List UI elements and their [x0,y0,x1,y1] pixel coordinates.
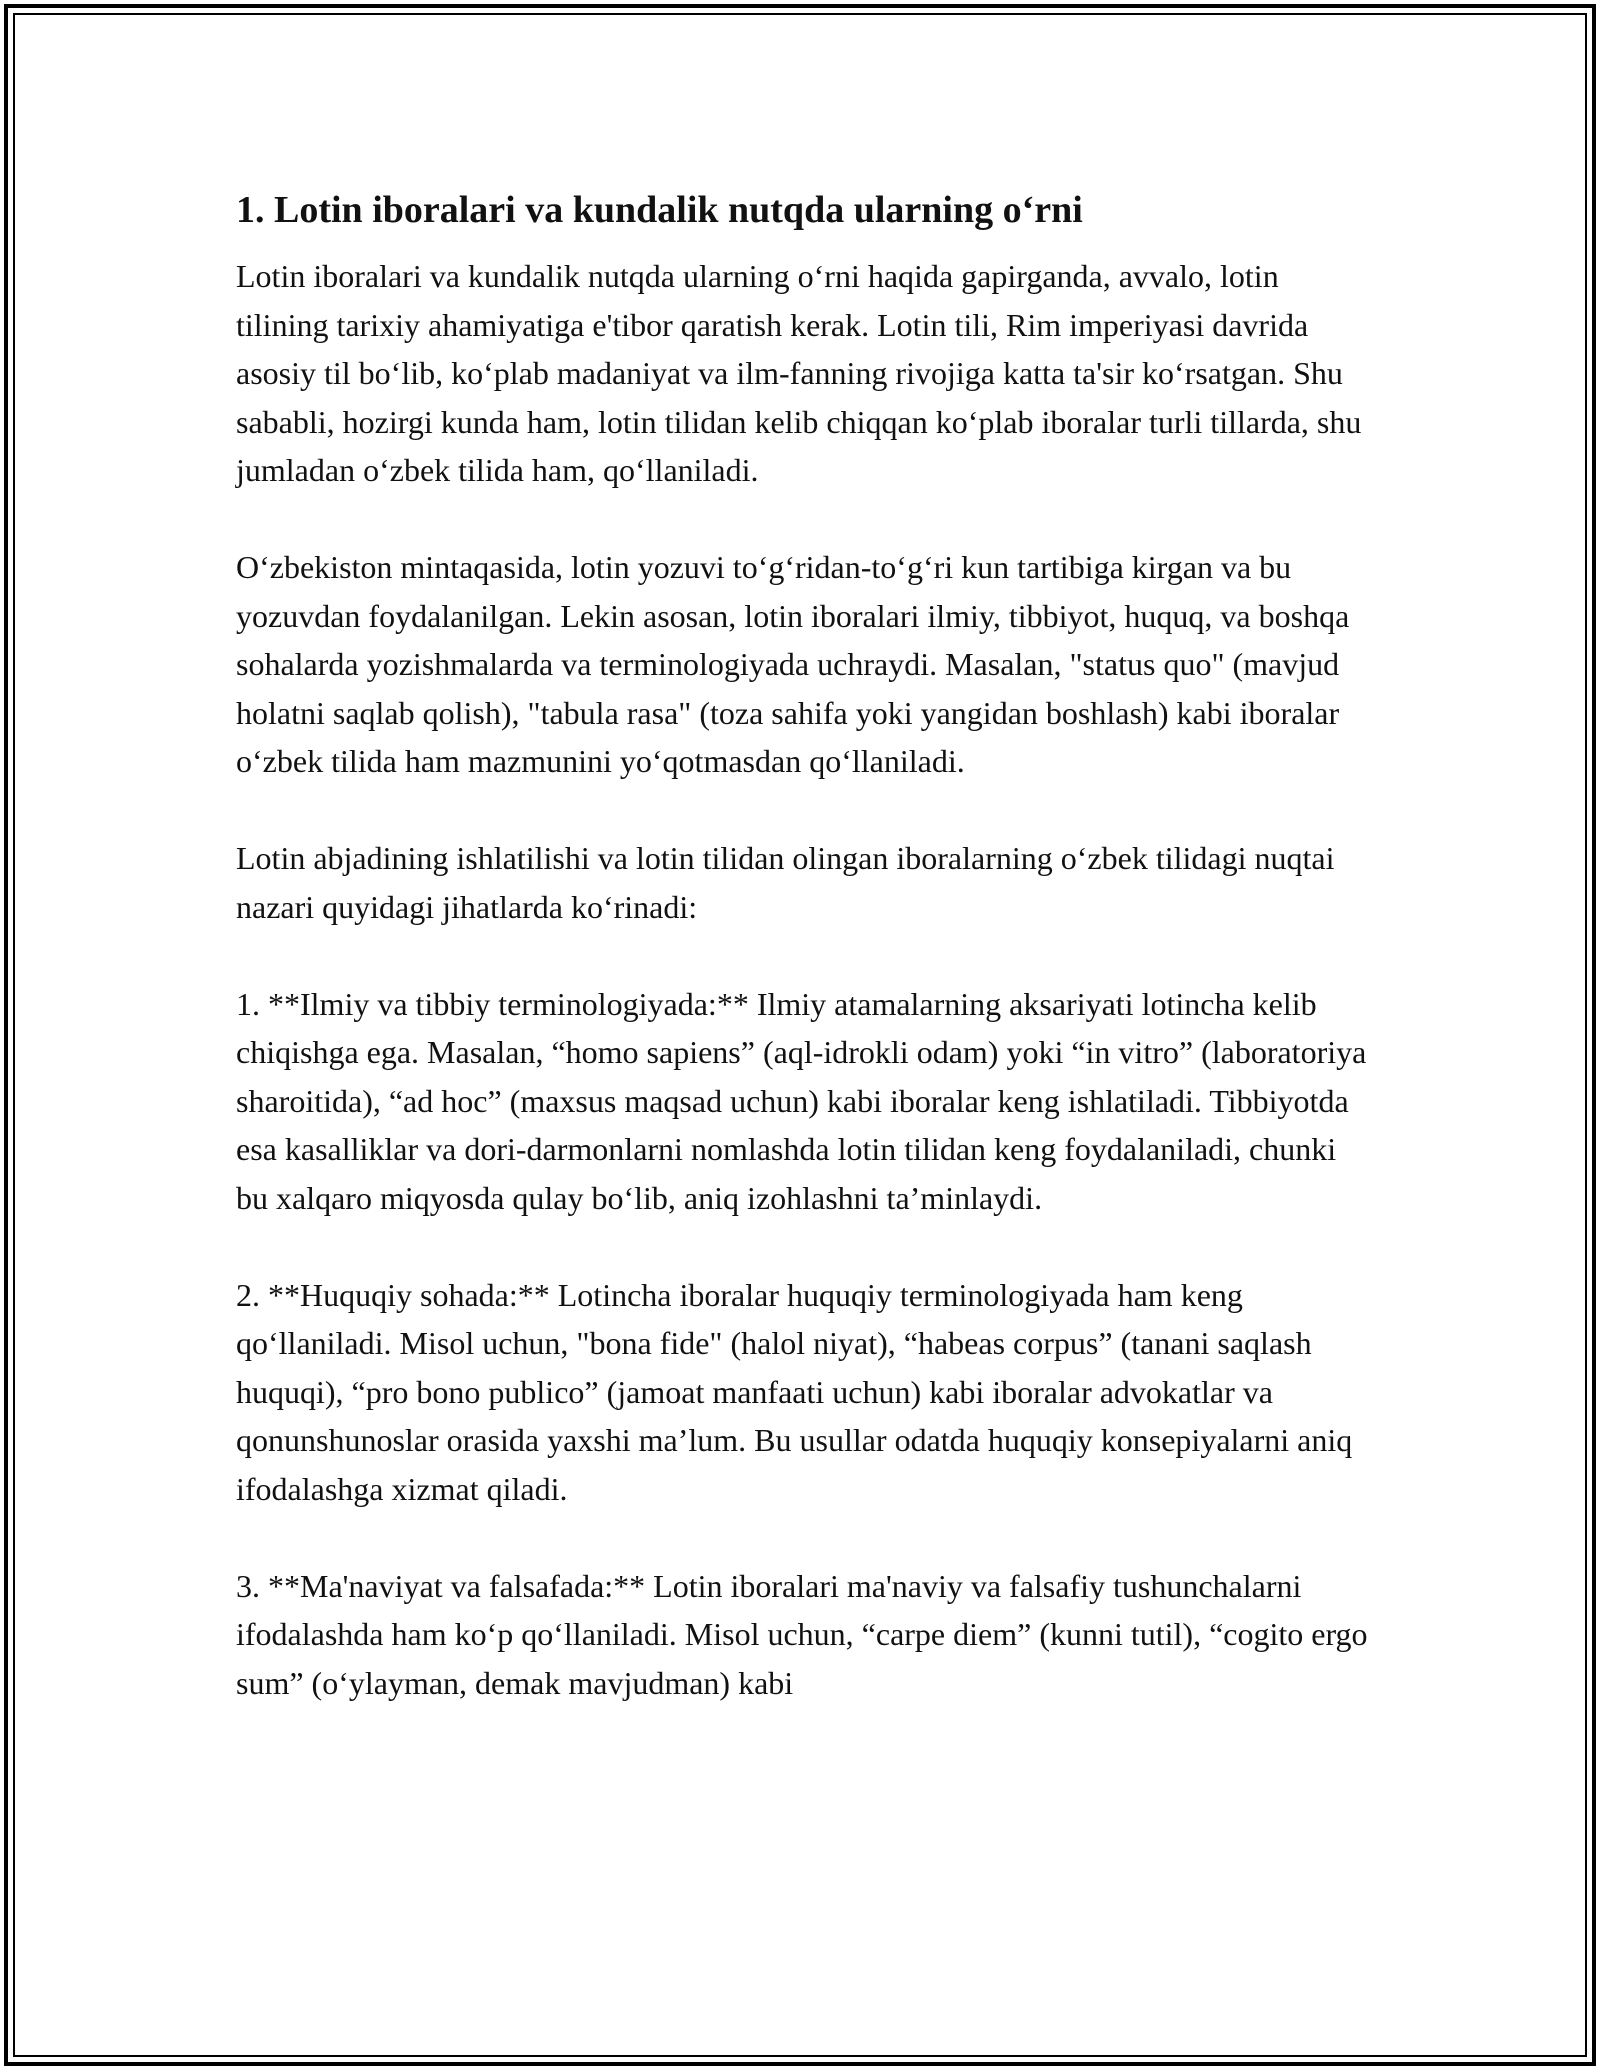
paragraph-legal: 2. **Huquqiy sohada:** Lotincha iboralar huquqiy terminologiyada ham keng qo‘llaniladi. Misol uchun, "bona fide" (halol niyat), “habeas corpus” (tanani saqlash huquqi), “pro bono publico” (jamoat manfaati uchun) kabi iboralar advokatlar va qonunshunoslar orasida yaxshi ma’lum. Bu usullar odatda huquqiy konsepiyalarni aniq ifodalashga xizmat qiladi. [236,1276,1353,1507]
paragraph-philosophy: 3. **Ma'naviyat va falsafada:** Lotin iboralari ma'naviy va falsafiy tushunchalarni ifodalashda ham ko‘p qo‘llaniladi. Misol uchun, “carpe diem” (kunni tutil), “cogito ergo sum” (o‘ylayman, demak mavjudman) kabi [236,1567,1368,1701]
paragraph-scientific: 1. **Ilmiy va tibbiy terminologiyada:** Ilmiy atamalarning aksariyati lotincha kelib chiqishga ega. Masalan, “homo sapiens” (aql-idrokli odam) yoki “in vitro” (laboratoriya sharoitida), “ad hoc” (maxsus maqsad uchun) kabi iboralar keng ishlatiladi. Tibbiyotda esa kasalliklar va dori-darmonlarni nomlashda lotin tilidan keng foydalaniladi, chunki bu xalqaro miqyosda qulay bo‘lib, aniq izohlashni ta’minlaydi. [236,985,1367,1216]
paragraph-aspects: Lotin abjadining ishlatilishi va lotin tilidan olingan iboralarning o‘zbek tilidagi nuqtai nazari quyidagi jihatlarda ko‘rinadi: [236,840,1335,925]
document-body [236,184,1376,1756]
paragraph-uzbekistan: O‘zbekiston mintaqasida, lotin yozuvi to‘g‘ridan-to‘g‘ri kun tartibiga kirgan va bu yozuvdan foydalanilgan. Lekin asosan, lotin iboralari ilmiy, tibbiyot, huquq, va boshqa sohalarda yozishmalarda va terminologiyada uchraydi. Masalan, "status quo" (mavjud holatni saqlab qolish), "tabula rasa" (toza sahifa yoki yangidan boshlash) kabi iboralar o‘zbek tilida ham mazmunini yo‘qotmasdan qo‘llaniladi. [236,549,1350,779]
paragraph-intro: Lotin iboralari va kundalik nutqda ularning o‘rni haqida gapirganda, avvalo, lotin tilining tarixiy ahamiyatiga e'tibor qaratish kerak. Lotin tili, Rim imperiyasi davrida asosiy til bo‘lib, ko‘plab madaniyat va ilm-fanning rivojiga katta ta'sir ko‘rsatgan. Shu sababli, hozirgi kunda ham, lotin tilidan kelib chiqqan ko‘plab iboralar turli tillarda, shu jumladan o‘zbek tilida ham, qo‘llaniladi. [236,258,1362,488]
section-heading: 1. Lotin iboralari va kundalik nutqda ularning o‘rni [236,189,1083,231]
